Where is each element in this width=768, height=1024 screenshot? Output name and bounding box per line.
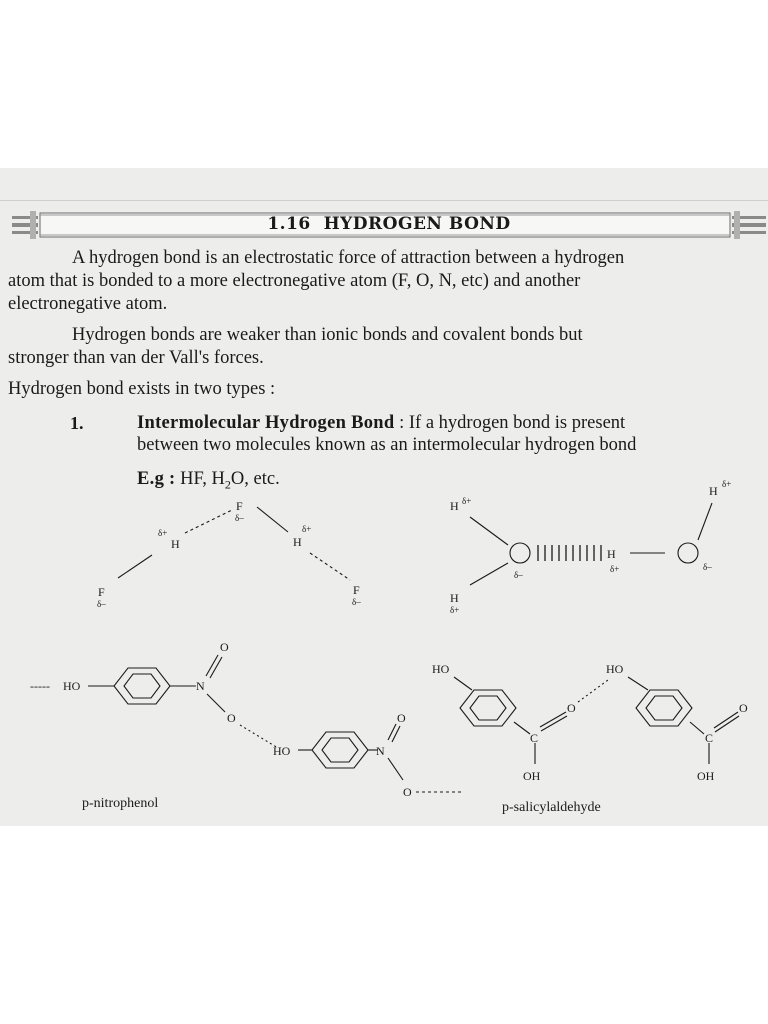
example-label: E.g :	[137, 469, 176, 489]
hydroxyl: OH	[523, 769, 541, 783]
hbond-hatch	[538, 545, 601, 561]
item-heading: Intermolecular Hydrogen Bond	[137, 413, 395, 433]
charge-minus: δ–	[97, 599, 106, 609]
charge-plus: δ+	[158, 528, 168, 538]
bond-line	[118, 555, 152, 578]
benzene-ring	[460, 690, 516, 726]
atom-h: H	[607, 547, 616, 561]
hbond-dash	[185, 510, 232, 533]
section-number: 1.16	[267, 214, 311, 234]
atom-n: N	[376, 744, 385, 758]
oxygen-circle	[678, 543, 698, 563]
caption-p-salicylaldehyde: p-salicylaldehyde	[502, 800, 601, 815]
definition-line-2: atom that is bonded to a more electronegative atom (F, O, N, etc) and another	[8, 271, 581, 291]
bond-line	[470, 563, 508, 585]
benzene-ring-inner	[124, 674, 160, 698]
comparison-line-1: Hydrogen bonds are weaker than ionic bonds and covalent bonds but	[72, 325, 583, 345]
charge-minus: δ–	[514, 570, 523, 580]
caption-p-nitrophenol: p-nitrophenol	[82, 796, 159, 811]
item-text-1: : If a hydrogen bond is present	[394, 413, 626, 433]
atom-h: H	[709, 484, 718, 498]
charge-minus: δ–	[352, 597, 361, 607]
benzene-ring-inner	[646, 696, 682, 720]
example-subscript: 2	[224, 477, 231, 492]
atom-f: F	[236, 499, 243, 513]
section-heading: HYDROGEN BOND	[323, 214, 511, 234]
charge-plus: δ+	[462, 496, 472, 506]
benzene-ring	[636, 690, 692, 726]
dash-bond: -----	[30, 679, 50, 693]
bond-line	[698, 503, 712, 540]
comparison-line-2: stronger than van der Vall's forces.	[8, 348, 264, 368]
benzene-ring	[312, 732, 368, 768]
example-text: HF, H	[180, 469, 225, 489]
atom-h: H	[171, 537, 180, 551]
example-rest: O, etc.	[230, 469, 280, 489]
types-intro: Hydrogen bond exists in two types :	[8, 379, 276, 399]
benzene-ring-inner	[322, 738, 358, 762]
water-diagram	[470, 503, 712, 585]
item-text-2: between two molecules known as an intermolecular hydrogen bond	[137, 435, 637, 455]
definition-line-1: A hydrogen bond is an electrostatic force of attraction between a hydrogen	[72, 248, 625, 268]
p-salicylaldehyde-diagram	[454, 677, 739, 764]
hydroxyl: HO	[606, 662, 624, 676]
hydroxyl: HO	[63, 679, 81, 693]
benzene-ring	[114, 668, 170, 704]
atom-h: H	[293, 535, 302, 549]
atom-o: O	[397, 711, 406, 725]
oxygen-circle	[510, 543, 530, 563]
atom-f: F	[98, 585, 105, 599]
hydroxyl: HO	[432, 662, 450, 676]
benzene-ring-inner	[470, 696, 506, 720]
atom-o: O	[220, 640, 229, 654]
atom-o: O	[403, 785, 412, 799]
bond-line	[470, 517, 508, 545]
charge-plus: δ+	[302, 524, 312, 534]
atom-o: O	[739, 701, 748, 715]
item-number: 1.	[70, 413, 84, 433]
bond-line	[257, 507, 288, 532]
atom-o: O	[567, 701, 576, 715]
charge-plus: δ+	[722, 479, 732, 489]
charge-plus: δ+	[610, 564, 620, 574]
atom-c: C	[705, 731, 714, 745]
hydroxyl: OH	[697, 769, 715, 783]
definition-line-3: electronegative atom.	[8, 294, 168, 314]
hydroxyl: HO	[273, 744, 291, 758]
p-nitrophenol-diagram	[88, 655, 462, 792]
atom-o: O	[227, 711, 236, 725]
charge-minus: δ–	[235, 513, 244, 523]
charge-plus: δ+	[450, 605, 460, 615]
hbond-dash	[310, 553, 350, 580]
atom-h: H	[450, 499, 459, 513]
atom-h: H	[450, 591, 459, 605]
atom-n: N	[196, 679, 205, 693]
atom-f: F	[353, 583, 360, 597]
hf-diagram	[118, 507, 350, 580]
charge-minus: δ–	[703, 562, 712, 572]
atom-c: C	[530, 731, 539, 745]
